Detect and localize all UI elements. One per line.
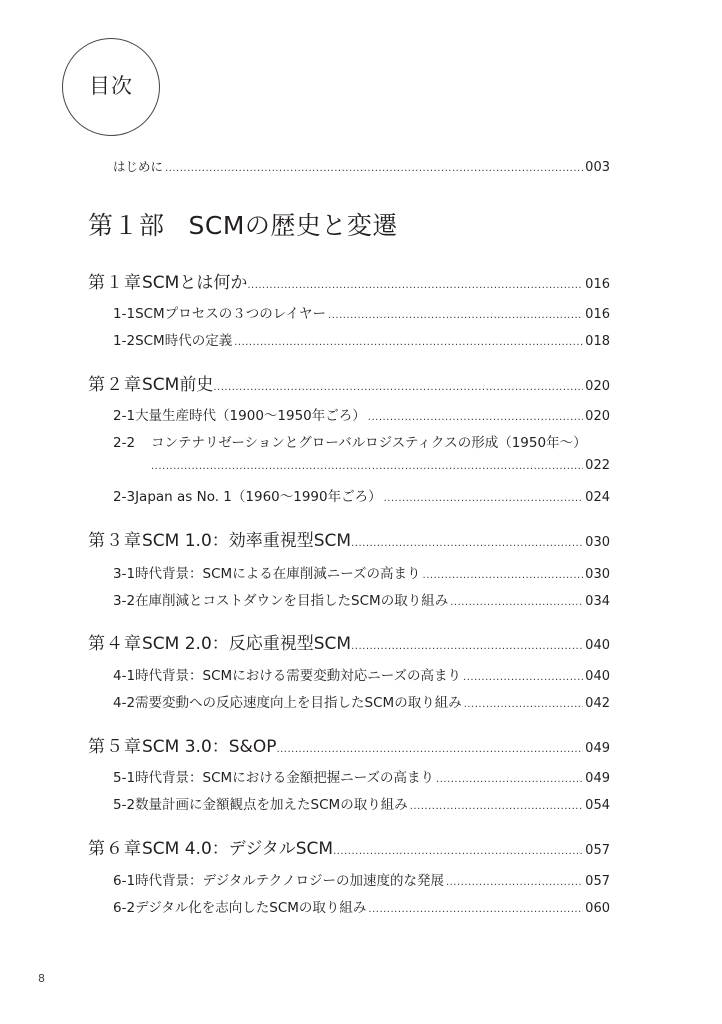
entry-page: 042 bbox=[585, 696, 610, 711]
toc-entry-section-3-1[interactable] bbox=[113, 562, 610, 582]
toc-entry-section-2-3[interactable] bbox=[113, 485, 610, 505]
toc-heading: 目次 bbox=[89, 74, 133, 98]
leader-dots bbox=[423, 570, 584, 581]
toc-entry-chapter-6[interactable] bbox=[88, 834, 610, 859]
section-title: SCM時代の定義 bbox=[135, 333, 233, 349]
toc-entry-section-6-2[interactable] bbox=[113, 896, 610, 916]
toc-entry-section-1-2[interactable] bbox=[113, 329, 610, 349]
chapter-number: 第５章 bbox=[88, 737, 142, 757]
entry-page: 003 bbox=[585, 160, 610, 175]
chapter-number: 第２章 bbox=[88, 375, 142, 395]
leader-dots bbox=[464, 699, 583, 710]
toc-entry-section-2-2[interactable] bbox=[113, 431, 610, 451]
section-number: 1-1 bbox=[113, 306, 136, 322]
section-title: 在庫削減とコストダウンを目指したSCMの取り組み bbox=[135, 593, 449, 609]
leader-dots bbox=[247, 280, 583, 291]
entry-page: 024 bbox=[585, 490, 610, 505]
entry-page: 018 bbox=[585, 334, 610, 349]
leader-dots bbox=[410, 801, 583, 812]
section-number: 4-1 bbox=[113, 668, 136, 684]
leader-dots bbox=[165, 163, 583, 174]
section-title: 需要変動への反応速度向上を目指したSCMの取り組み bbox=[135, 695, 462, 711]
section-number: 3-1 bbox=[113, 566, 136, 582]
section-title: 時代背景：SCMにおける需要変動対応ニーズの高まり bbox=[135, 668, 462, 684]
part-name: SCMの歴史と変遷 bbox=[188, 211, 398, 240]
part-number: 第１部 bbox=[88, 211, 165, 240]
part-title bbox=[88, 206, 398, 242]
toc-entry-section-4-2[interactable] bbox=[113, 691, 610, 711]
section-number: 4-2 bbox=[113, 695, 136, 711]
section-title: コンテナリゼーションとグローバルロジスティクスの形成（1950年～） bbox=[151, 435, 587, 451]
leader-dots bbox=[384, 493, 584, 504]
leader-dots bbox=[436, 774, 583, 785]
chapter-title: SCM 4.0：デジタルSCM bbox=[142, 839, 334, 859]
leader-dots bbox=[234, 337, 583, 348]
entry-page: 049 bbox=[585, 771, 610, 786]
entry-page: 040 bbox=[585, 669, 610, 684]
chapter-title: SCMとは何か bbox=[142, 273, 248, 293]
section-title: 時代背景：デジタルテクノロジーの加速度的な発展 bbox=[135, 873, 444, 889]
leader-dots bbox=[276, 744, 583, 755]
section-title: 数量計画に金額観点を加えたSCMの取り組み bbox=[135, 797, 408, 813]
section-title: 大量生産時代（1900～1950年ごろ） bbox=[135, 408, 366, 424]
toc-entry-preface[interactable] bbox=[113, 157, 610, 175]
entry-title: はじめに bbox=[113, 159, 164, 174]
toc-entry-chapter-1[interactable] bbox=[88, 268, 610, 293]
leader-dots bbox=[351, 538, 583, 549]
leader-dots bbox=[333, 846, 583, 857]
leader-dots bbox=[463, 672, 583, 683]
toc-entry-section-2-2-continuation[interactable] bbox=[151, 458, 610, 473]
section-title: SCMプロセスの３つのレイヤー bbox=[135, 306, 327, 322]
entry-page: 030 bbox=[585, 535, 610, 550]
chapter-title: SCM前史 bbox=[142, 375, 214, 395]
section-number: 3-2 bbox=[113, 593, 136, 609]
section-number: 6-2 bbox=[113, 900, 136, 916]
entry-page: 016 bbox=[585, 277, 610, 292]
leader-dots bbox=[328, 310, 583, 321]
leader-dots bbox=[450, 597, 583, 608]
toc-entry-section-5-2[interactable] bbox=[113, 793, 610, 813]
toc-entry-section-5-1[interactable] bbox=[113, 766, 610, 786]
toc-heading-circle bbox=[62, 38, 160, 136]
toc-entry-chapter-2[interactable] bbox=[88, 370, 610, 395]
chapter-title: SCM 2.0：反応重視型SCM bbox=[142, 634, 352, 654]
section-number: 2-3 bbox=[113, 489, 136, 505]
entry-page: 030 bbox=[585, 567, 610, 582]
toc-entry-section-3-2[interactable] bbox=[113, 589, 610, 609]
entry-page: 049 bbox=[585, 741, 610, 756]
leader-dots bbox=[368, 412, 583, 423]
chapter-number: 第６章 bbox=[88, 839, 142, 859]
toc-entry-section-2-1[interactable] bbox=[113, 404, 610, 424]
entry-page: 057 bbox=[585, 874, 610, 889]
toc-entry-section-4-1[interactable] bbox=[113, 664, 610, 684]
section-title: 時代背景：SCMによる在庫削減ニーズの高まり bbox=[135, 566, 421, 582]
section-title: Japan as No. 1（1960～1990年ごろ） bbox=[135, 489, 382, 505]
section-number: 2-1 bbox=[113, 408, 136, 424]
leader-dots bbox=[351, 641, 583, 652]
toc-entry-section-1-1[interactable] bbox=[113, 302, 610, 322]
chapter-title: SCM 3.0：S&OP bbox=[142, 737, 277, 757]
chapter-number: 第４章 bbox=[88, 634, 142, 654]
leader-dots bbox=[151, 461, 583, 472]
chapter-title: SCM 1.0：効率重視型SCM bbox=[142, 531, 352, 551]
section-number: 2-2 bbox=[113, 435, 136, 451]
section-title: 時代背景：SCMにおける金額把握ニーズの高まり bbox=[135, 770, 435, 786]
page-number: 8 bbox=[38, 972, 45, 985]
chapter-number: 第３章 bbox=[88, 531, 142, 551]
entry-page: 022 bbox=[585, 458, 610, 473]
leader-dots bbox=[368, 904, 583, 915]
section-number: 6-1 bbox=[113, 873, 136, 889]
leader-dots bbox=[446, 877, 583, 888]
chapter-number: 第１章 bbox=[88, 273, 142, 293]
entry-page: 060 bbox=[585, 901, 610, 916]
section-number: 5-1 bbox=[113, 770, 136, 786]
toc-entry-chapter-5[interactable] bbox=[88, 732, 610, 757]
entry-page: 057 bbox=[585, 843, 610, 858]
entry-page: 020 bbox=[585, 409, 610, 424]
section-number: 1-2 bbox=[113, 333, 136, 349]
entry-page: 040 bbox=[585, 638, 610, 653]
entry-page: 034 bbox=[585, 594, 610, 609]
toc-entry-section-6-1[interactable] bbox=[113, 869, 610, 889]
section-title: デジタル化を志向したSCMの取り組み bbox=[135, 900, 367, 916]
section-number: 5-2 bbox=[113, 797, 136, 813]
toc-entry-chapter-3[interactable] bbox=[88, 526, 610, 551]
entry-page: 054 bbox=[585, 798, 610, 813]
entry-page: 016 bbox=[585, 307, 610, 322]
toc-entry-chapter-4[interactable] bbox=[88, 629, 610, 654]
leader-dots bbox=[213, 382, 583, 393]
entry-page: 020 bbox=[585, 379, 610, 394]
